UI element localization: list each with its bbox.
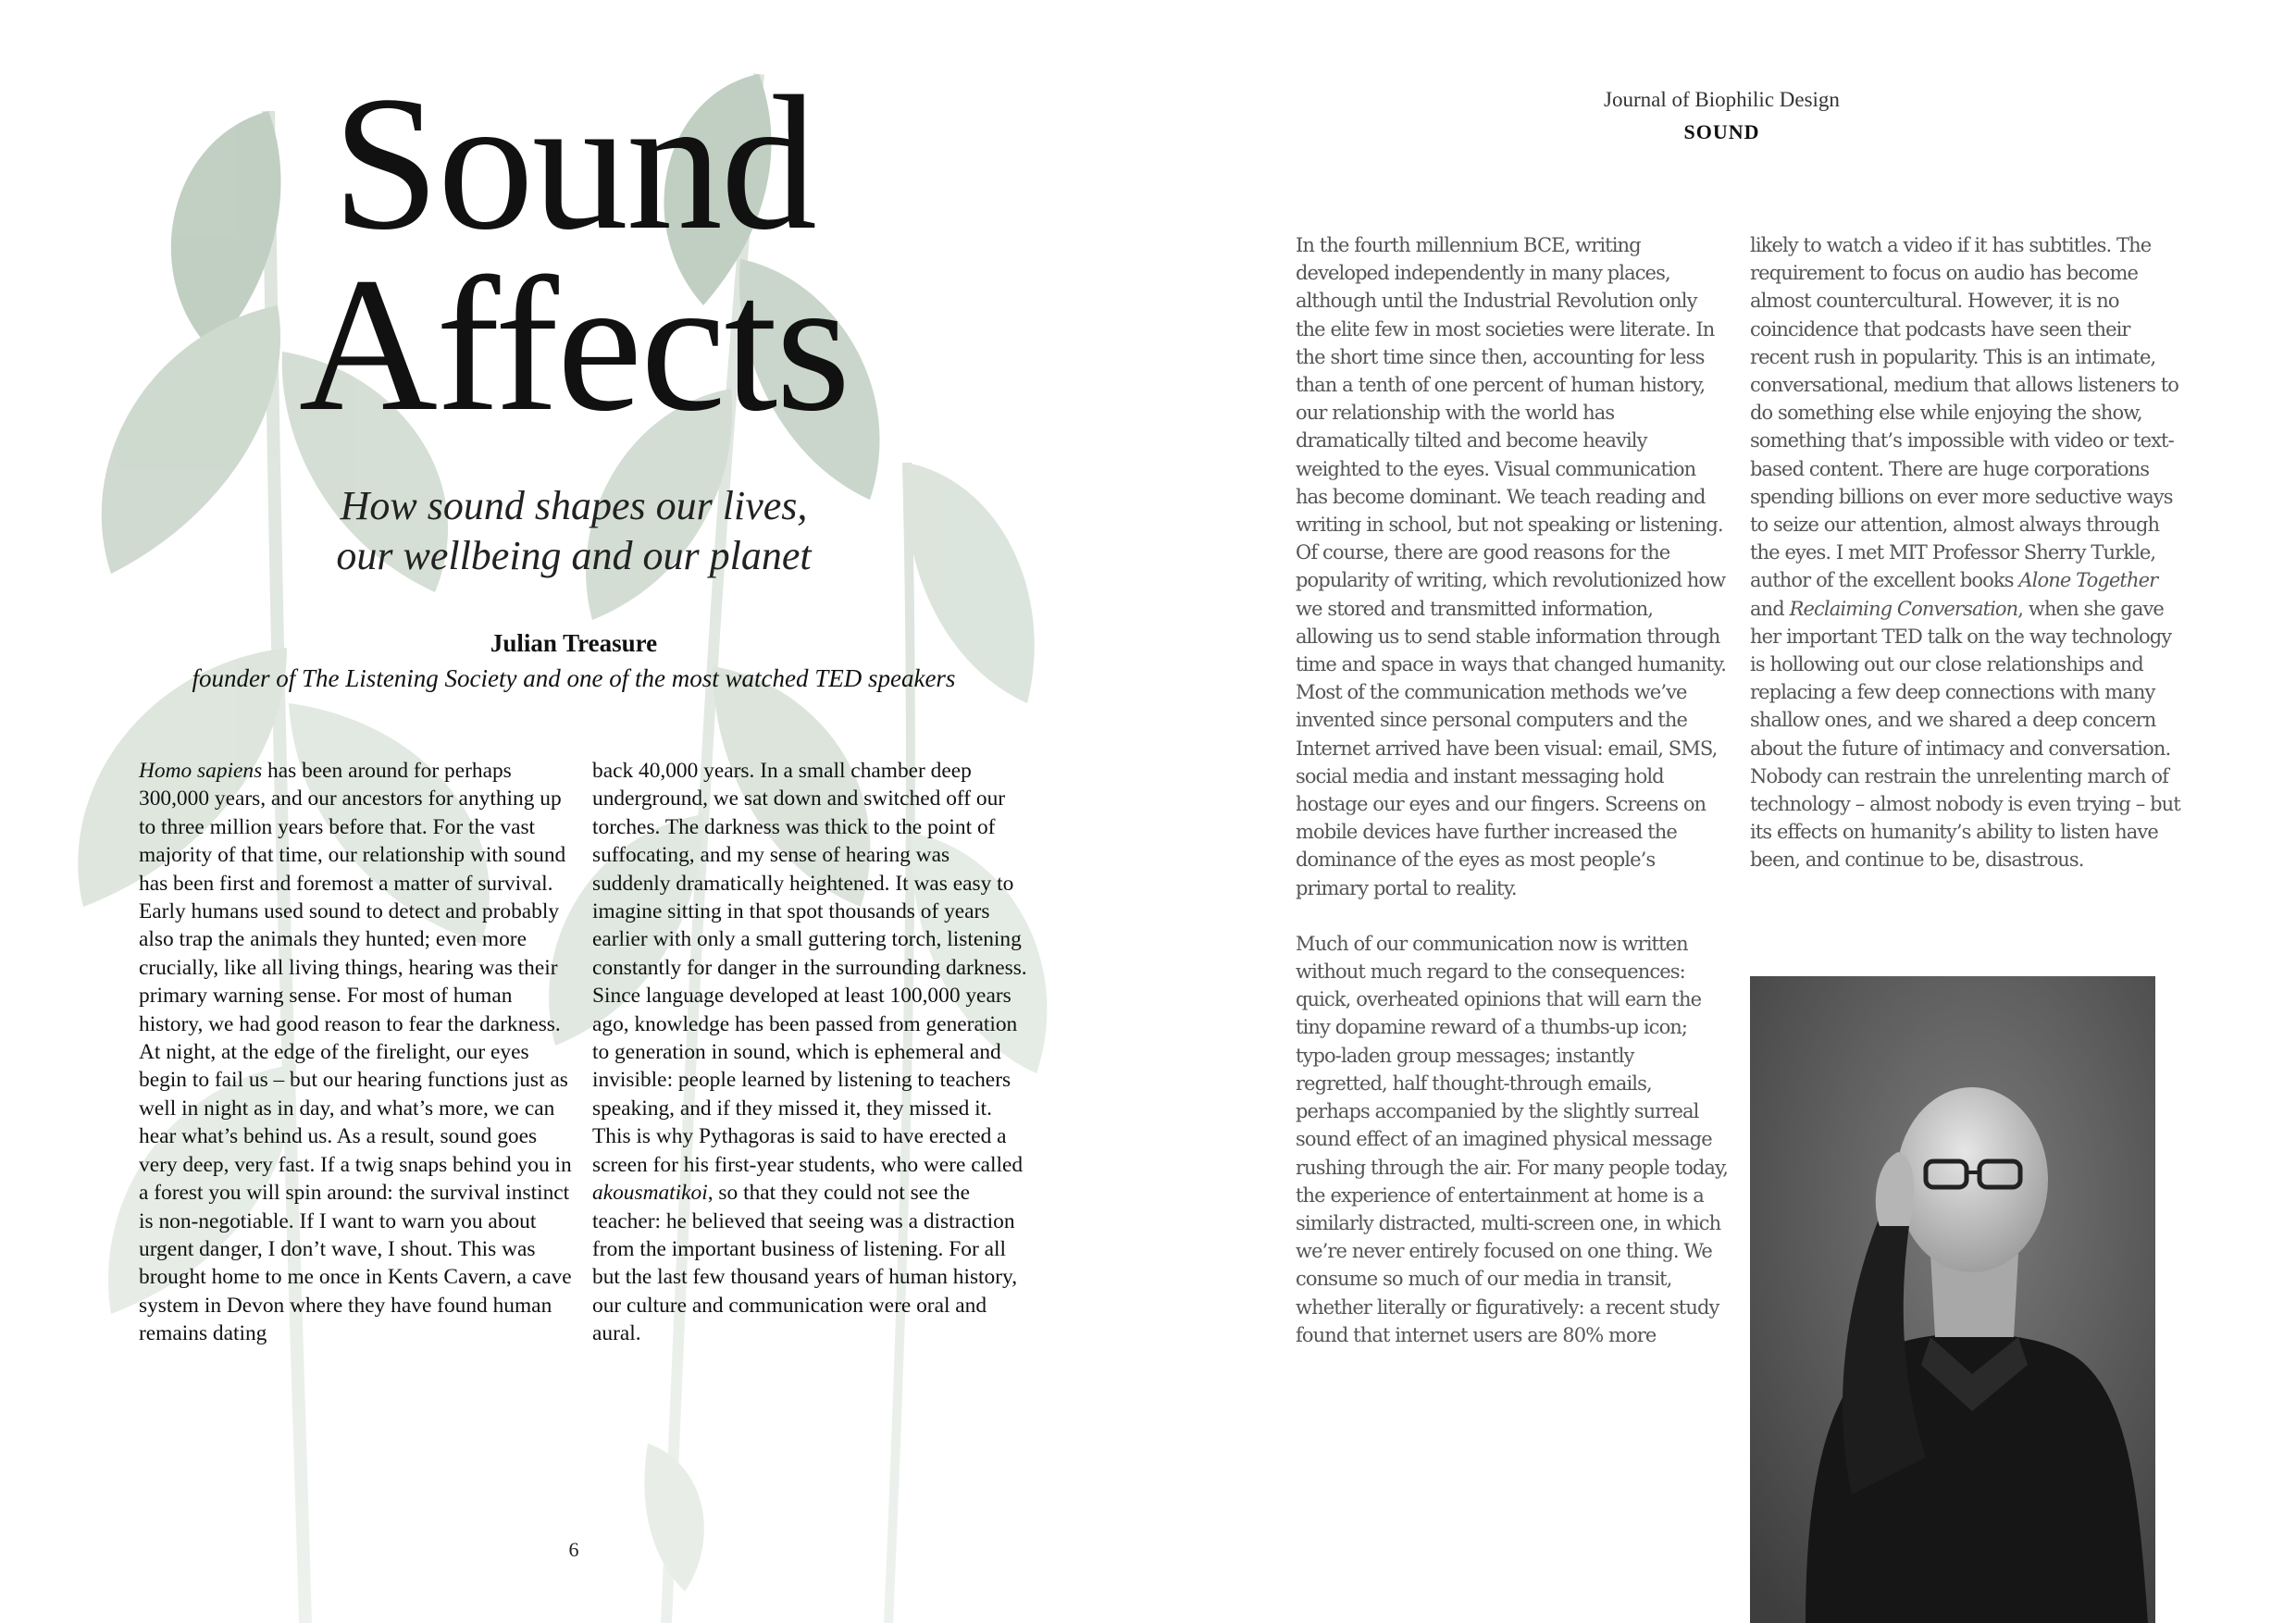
right-column-2: [1750, 231, 2185, 902]
author-role: founder of The Listening Society and one of the most watched TED speakers: [192, 664, 956, 692]
page-number: 6: [568, 1538, 579, 1561]
paragraph-text: likely to watch a video if it has subtitles. The requirement to focus on audio has become almost countercultural. However, it is no coincidence that podcasts have seen their recent rush in popularity. This is an intimate, conversational, medium that allows listeners to do something else while enjoying the show, something that’s impossible with video or text-based content. There are huge corporations spending billions on ever more seductive ways to seize our attention, almost always through the eyes. I met MIT Professor Sherry Turkle, author of the excellent books: [1750, 234, 2179, 592]
subtitle-line-1: How sound shapes our lives,: [340, 483, 808, 528]
body-column-2: [592, 757, 1027, 1348]
article-title: [0, 56, 1148, 451]
paragraph-text: back 40,000 years. In a small chamber deep underground, we sat down and switched off our torches. The darkness was thick to the point of suffocating, and my sense of hearing was suddenly dramatically heightened. It was easy to imagine sitting in that spot thousands of years earlier with only a small guttering torch, listening constantly for danger in the surrounding darkness. Since language developed at least 100,000 years ago, knowledge has been passed from generation to generation in sound, which is ephemeral and invisible: people learned by listening to teachers speaking, and if they missed it, they missed it. This is why Pythagoras is said to have erected a screen for his first-year students, who were called: [592, 759, 1027, 1177]
paragraph-text: has been around for perhaps 300,000 years, and our ancestors for anything up to three million years before that. For the vast majority of that time, our relationship with sound has been first and foremost a matter of survival. Early humans used sound to detect and probably also trap the animals they hunted; even more crucially, like all living things, hearing was their primary warning sense. For most of human history, we had good reason to fear the darkness. At night, at the edge of the firelight, our eyes begin to fail us – but our hearing functions just as well in night as in day, and what’s more, we can hear what’s behind us. As a result, sound goes very deep, very fast. If a twig snaps behind you in a forest you will spin around: the survival instinct is non-negotiable. If I want to warn you about urgent danger, I don’t wave, I shout. This was brought home to me once in Kents Cavern, a cave system in Devon where they have found human remains dating: [139, 759, 572, 1346]
section-label: SOUND: [1683, 120, 1760, 143]
italic-term: Homo sapiens: [139, 759, 263, 783]
italic-term: akousmatikoi: [592, 1181, 708, 1206]
book-title: Reclaiming Conversation: [1789, 597, 2018, 620]
paragraph-text: , when she gave her important TED talk on the way technology is hollowing out our close relationships and replacing a few deep connections with many shallow ones, and we shared a deep concern about the future of intimacy and conversation. Nobody can restrain the unrelenting march of technology – almost nobody is even trying – but its effects on humanity’s ability to listen have been, and continue to be, disastrous.: [1750, 597, 2180, 872]
body-column-1: [139, 757, 574, 1348]
right-column-1: [1296, 231, 1731, 1377]
body-paragraph: [1750, 231, 2185, 874]
author-name: Julian Treasure: [490, 629, 658, 657]
title-line-2: Affects: [298, 238, 850, 451]
journal-name: Journal of Biophilic Design: [1604, 88, 1840, 111]
subtitle-line-2: our wellbeing and our planet: [336, 533, 812, 578]
right-page: [1148, 0, 2296, 1623]
paragraph-text: , so that they could not see the teacher: he believed that seeing was a distraction from the important business of listening. For all but the last few thousand years of human history, our culture and communication were oral and aural.: [592, 1181, 1018, 1346]
body-paragraph: [139, 757, 574, 1348]
title-line-1: Sound: [332, 56, 815, 269]
body-paragraph: [592, 757, 1027, 1348]
book-title: Alone Together: [2018, 569, 2158, 592]
body-paragraph: Much of our communication now is written without much regard to the consequences: quick, overheated opinions that will earn the tiny dopamine reward of a thumbs-up icon; typo-laden group messages; instantly regretted, half thought-through emails, perhaps accompanied by the slightly surreal sound effect of an imagined physical message rushing through the air. For many people today, the experience of entertainment at home is a similarly distracted, multi-screen one, in which we’re never entirely focused on one thing. We consume so much of our media in transit, whether literally or figuratively: a recent study found that internet users are 80% more: [1296, 932, 1728, 1346]
paragraph-text: and: [1750, 597, 1790, 620]
body-paragraph: In the fourth millennium BCE, writing developed independently in many places, although until the Industrial Revolution only the elite few in most societies were literate. In the short time since then, accounting for less than a tenth of one percent of human history, our relationship with the world has dramatically tilted and become heavily weighted to the eyes. Visual communication has become dominant. We teach reading and writing in school, but not speaking or listening. Of course, there are good reasons for the popularity of writing, which revolutionized how we stored and transmitted information, allowing us to send stable information through time and space in ways that changed humanity. Most of the communication methods we’ve invented since personal computers and the Internet arrived have been visual: email, SMS, social media and instant messaging hold hostage our eyes and our fingers. Screens on mobile devices have further increased the dominance of the eyes as most people’s primary portal to reality.: [1296, 234, 1726, 899]
author-portrait-photo: [1750, 976, 2155, 1623]
article-subtitle: [0, 481, 1148, 581]
